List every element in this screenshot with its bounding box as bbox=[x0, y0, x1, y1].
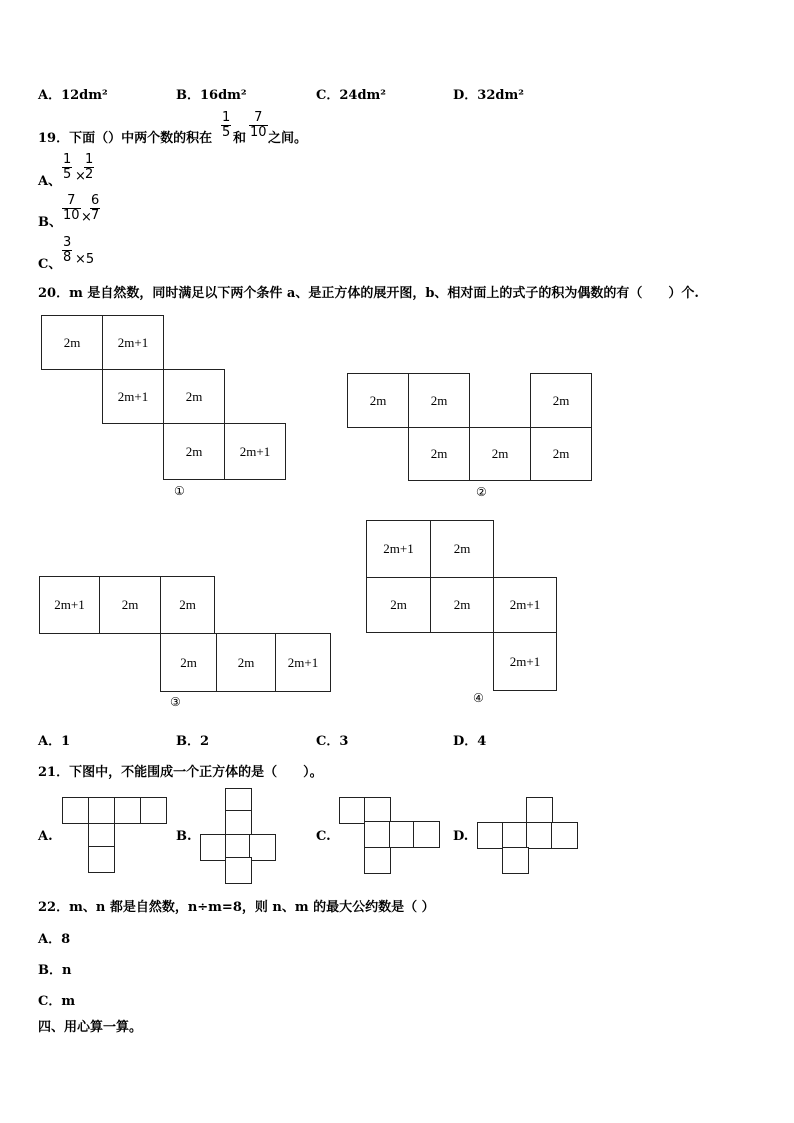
fig4-cell: 2m bbox=[366, 577, 431, 633]
denominator: 7 bbox=[91, 208, 100, 223]
q21-label-d: D. bbox=[453, 829, 469, 844]
times-five: ×5 bbox=[75, 252, 95, 267]
numerator: 3 bbox=[63, 235, 72, 250]
q19-option-c-label: C、 bbox=[38, 257, 62, 272]
q20-option-b: B．2 bbox=[176, 734, 210, 749]
q19-option-c-fraction bbox=[62, 236, 72, 265]
fig3-cell: 2m+1 bbox=[39, 576, 100, 634]
denominator: 5 bbox=[63, 167, 72, 182]
q19-fraction-1-numerator: 1 bbox=[222, 110, 231, 125]
q21-label-a: A. bbox=[38, 829, 53, 844]
q19-fraction-1-denominator: 5 bbox=[222, 125, 231, 140]
fig4-cell: 2m+1 bbox=[493, 577, 557, 633]
denominator: 8 bbox=[63, 250, 72, 265]
q20-option-a: A．1 bbox=[38, 734, 71, 749]
denominator: 10 bbox=[63, 208, 80, 223]
fig4-cell: 2m+1 bbox=[366, 520, 431, 578]
fig1-label: ① bbox=[174, 484, 185, 498]
fig4-cell: 2m bbox=[430, 520, 494, 578]
fig4-cell: 2m+1 bbox=[493, 632, 557, 691]
fig1-cell: 2m+1 bbox=[224, 423, 286, 480]
q18-option-d: D．32dm² bbox=[453, 88, 524, 103]
fig1-cell: 2m bbox=[163, 369, 225, 424]
fig3-cell: 2m bbox=[216, 633, 276, 692]
q19-fraction-2-numerator: 7 bbox=[249, 111, 268, 126]
times-sign: × bbox=[75, 169, 86, 184]
q20-option-d: D．4 bbox=[453, 734, 487, 749]
numerator: 1 bbox=[63, 152, 72, 167]
fig4-label: ④ bbox=[473, 691, 484, 705]
q19-stem-and: 和 bbox=[233, 131, 247, 146]
q21-stem: 21．下图中，不能围成一个正方体的是（ ）。 bbox=[38, 765, 323, 780]
q19-option-b-fraction-1 bbox=[62, 194, 81, 223]
fig3-cell: 2m bbox=[160, 576, 215, 634]
q18-option-a: A．12dm² bbox=[38, 88, 108, 103]
q22-option-b: B．n bbox=[38, 963, 72, 978]
numerator: 6 bbox=[91, 193, 100, 208]
q19-option-a-fraction-1 bbox=[62, 153, 72, 182]
q22-option-c: C．m bbox=[38, 994, 76, 1009]
q22-option-a: A．8 bbox=[38, 932, 71, 947]
q20-stem: 20．m 是自然数，同时满足以下两个条件 a、是正方体的展开图，b、相对面上的式子的积为偶数的有（ ）个. bbox=[38, 286, 699, 301]
q18-option-c: C．24dm² bbox=[316, 88, 386, 103]
fig1-cell: 2m bbox=[163, 423, 225, 480]
q21-label-c: C. bbox=[316, 829, 331, 844]
fig2-cell: 2m bbox=[408, 373, 470, 428]
fig1-cell: 2m+1 bbox=[102, 369, 164, 424]
fig2-cell: 2m bbox=[530, 373, 592, 428]
fig1-cell: 2m+1 bbox=[102, 315, 164, 370]
q22-stem: 22．m、n 都是自然数，n÷m=8，则 n、m 的最大公约数是（ ） bbox=[38, 900, 435, 915]
fig2-cell: 2m bbox=[469, 427, 531, 481]
fig2-label: ② bbox=[476, 485, 487, 499]
q19-option-a-fraction-2 bbox=[84, 153, 94, 182]
q19-stem-pre: 19．下面（）中两个数的积在 bbox=[38, 131, 213, 146]
denominator: 2 bbox=[85, 167, 94, 182]
fig3-cell: 2m+1 bbox=[275, 633, 331, 692]
fig2-cell: 2m bbox=[408, 427, 470, 481]
q19-fraction-1 bbox=[221, 111, 231, 140]
times-sign: × bbox=[81, 210, 92, 225]
fig3-cell: 2m bbox=[99, 576, 161, 634]
q18-option-b: B．16dm² bbox=[176, 88, 247, 103]
fig1-cell: 2m bbox=[41, 315, 103, 370]
fig2-cell: 2m bbox=[347, 373, 409, 428]
q20-option-c: C．3 bbox=[316, 734, 349, 749]
q19-option-b-fraction-2 bbox=[90, 194, 100, 223]
fig3-cell: 2m bbox=[160, 633, 217, 692]
section-heading: 四、用心算一算。 bbox=[38, 1020, 143, 1035]
fig3-label: ③ bbox=[170, 695, 181, 709]
q19-fraction-2 bbox=[249, 111, 268, 140]
q19-option-b-label: B、 bbox=[38, 215, 62, 230]
q21-label-b: B. bbox=[176, 829, 192, 844]
numerator: 1 bbox=[85, 152, 94, 167]
q19-option-a-label: A、 bbox=[38, 174, 62, 189]
fig2-cell: 2m bbox=[530, 427, 592, 481]
q19-stem-post: 之间。 bbox=[268, 131, 308, 146]
q19-fraction-2-denominator: 10 bbox=[250, 125, 267, 140]
numerator: 7 bbox=[62, 194, 81, 209]
fig4-cell: 2m bbox=[430, 577, 494, 633]
